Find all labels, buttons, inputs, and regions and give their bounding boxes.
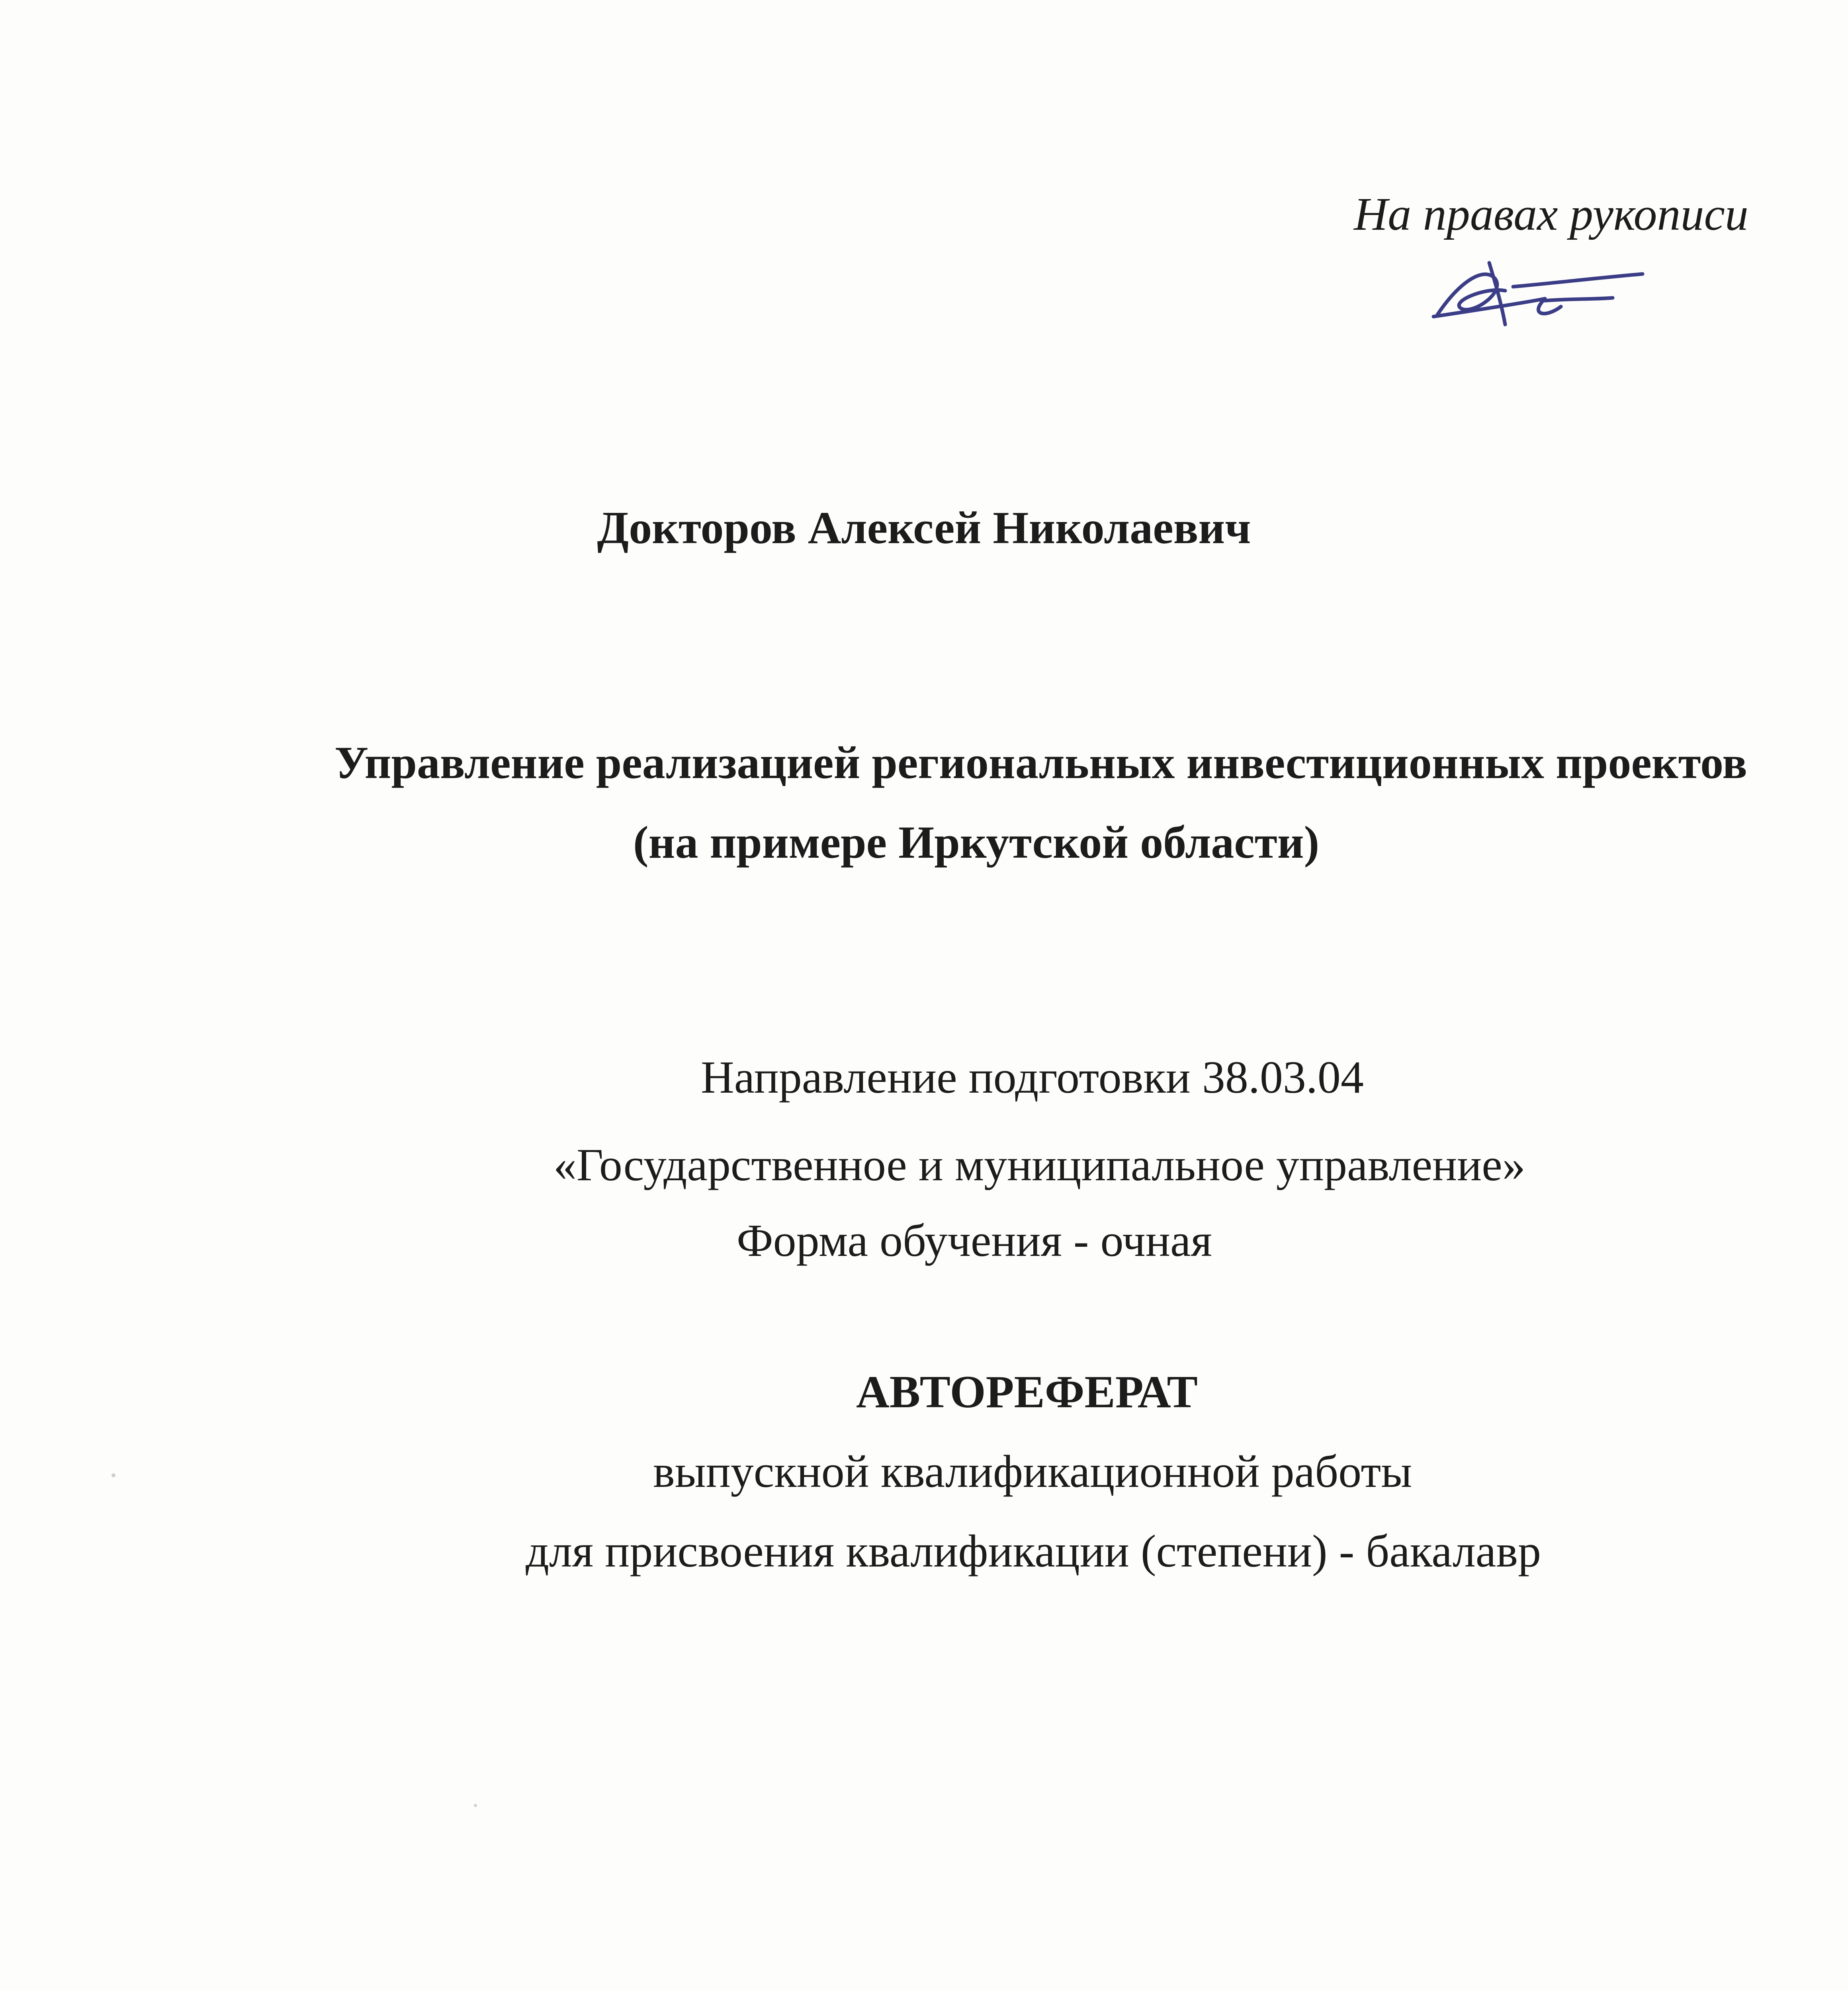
- manuscript-note: На правах рукописи: [1354, 188, 1748, 240]
- program-direction: Направление подготовки 38.03.04: [701, 1052, 1364, 1103]
- study-form: Форма обучения - очная: [737, 1215, 1212, 1266]
- scan-speck: [474, 1804, 477, 1807]
- author-name: Докторов Алексей Николаевич: [597, 503, 1251, 553]
- thesis-title-line-2: (на примере Иркутской области): [633, 817, 1320, 868]
- document-type: АВТОРЕФЕРАТ: [856, 1367, 1198, 1418]
- document-subtitle-line-2: для присвоения квалификации (степени) - бакалавр: [526, 1526, 1541, 1577]
- program-specialty: «Государственное и муниципальное управление»: [553, 1140, 1525, 1191]
- document-subtitle-line-1: выпускной квалификационной работы: [653, 1446, 1412, 1497]
- thesis-title-line-1: Управление реализацией региональных инвестиционных проектов: [334, 737, 1747, 788]
- scan-speck: [111, 1473, 115, 1477]
- signature-icon: [1426, 255, 1649, 334]
